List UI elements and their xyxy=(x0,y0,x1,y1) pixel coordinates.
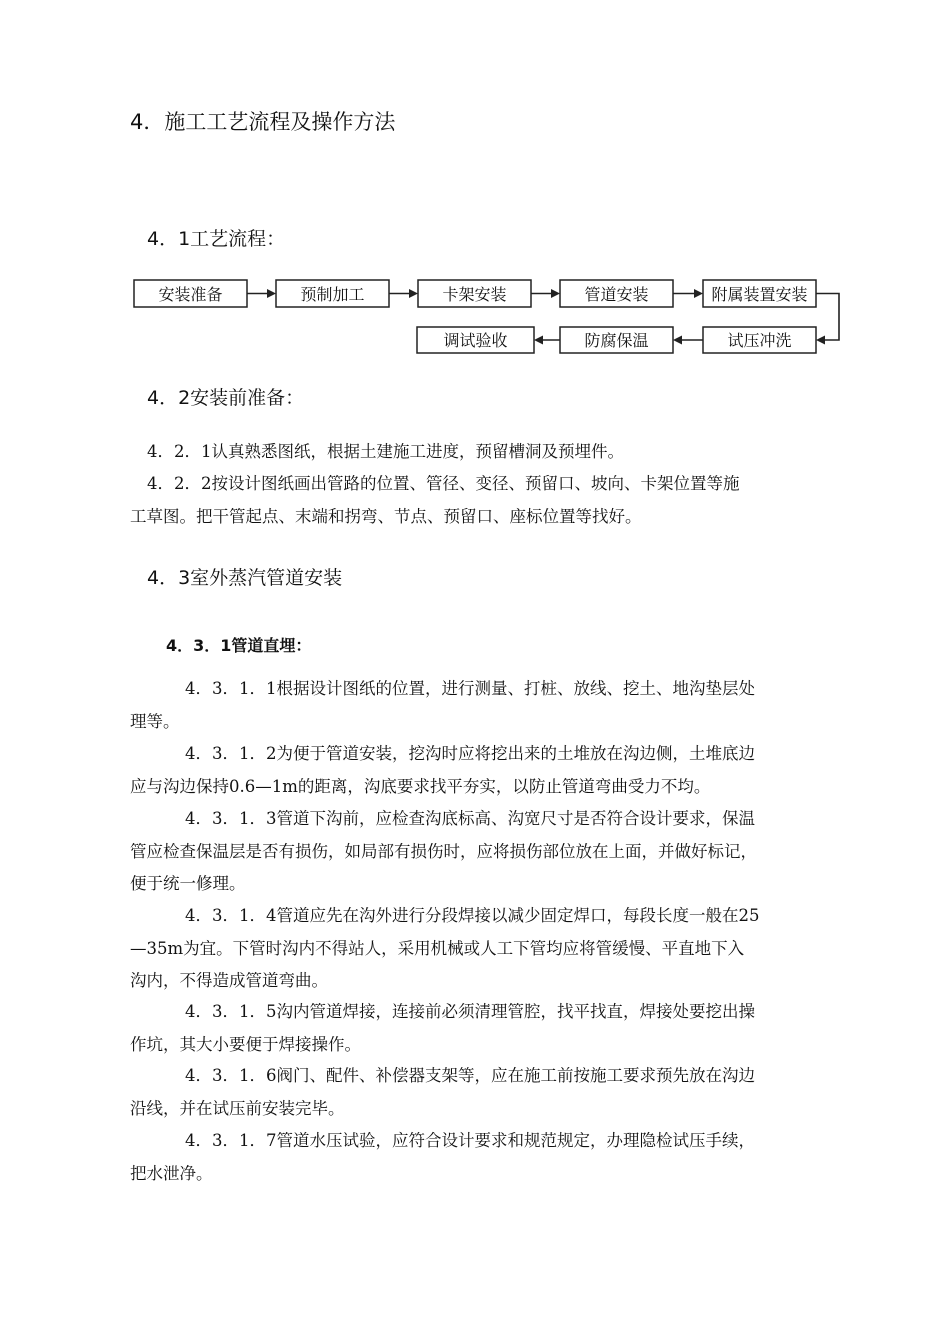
flow-label-2: 预制加工 xyxy=(300,285,365,304)
flow-label-8: 调试验收 xyxy=(443,331,508,350)
flow-arrow-1 xyxy=(247,289,276,298)
paragraph-4-2-1 xyxy=(130,436,845,469)
flow-label-6: 试压冲洗 xyxy=(727,331,792,350)
paragraph-4-3-1-4 xyxy=(130,900,845,998)
paragraph-line: 沟内，不得造成管道弯曲。 xyxy=(130,971,328,990)
process-flow-diagram xyxy=(128,272,848,360)
flow-label-5: 附属装置安装 xyxy=(711,285,808,304)
paragraph-line: 工草图。把干管起点、末端和拐弯、节点、预留口、座标位置等找好。 xyxy=(130,506,642,526)
section-title: 4．施工工艺流程及操作方法 xyxy=(130,110,396,134)
paragraph-line: 4．3．1．6阀门、配件、补偿器支架等，应在施工前按施工要求预先放在沟边 xyxy=(185,1066,755,1085)
flow-arrow-2 xyxy=(389,289,418,298)
flow-arrow-5 xyxy=(673,336,703,345)
paragraph-line: 4．3．1．5沟内管道焊接，连接前必须清理管腔，找平找直，焊接处要挖出操 xyxy=(185,1002,755,1021)
paragraph-4-3-1-2 xyxy=(130,738,845,803)
subsection-4-2-title: 4．2安装前准备： xyxy=(147,387,305,409)
paragraph-4-3-1-3 xyxy=(130,803,845,901)
subsection-4-1-title: 4．1工艺流程： xyxy=(147,228,286,250)
flow-label-7: 防腐保温 xyxy=(584,331,649,350)
paragraph-line: 4．3．1．4管道应先在沟外进行分段焊接以减少固定焊口，每段长度一般在25 xyxy=(185,906,760,925)
paragraph-line: 4．3．1．7管道水压试验，应符合设计要求和规范规定，办理隐检试压手续， xyxy=(185,1131,755,1150)
paragraph-4-3-1-6 xyxy=(130,1060,845,1125)
subsection-4-3-1-title: 4．3．1管道直埋： xyxy=(166,636,312,655)
paragraph-4-3-1-1 xyxy=(130,673,845,738)
paragraph-4-3-1-7 xyxy=(130,1125,845,1190)
flow-arrow-6 xyxy=(534,336,560,345)
paragraph-line: 沿线，并在试压前安装完毕。 xyxy=(130,1098,345,1118)
paragraph-line: 4．3．1．1根据设计图纸的位置，进行测量、打桩、放线、挖土、地沟垫层处 xyxy=(185,679,755,698)
flow-label-3: 卡架安装 xyxy=(442,285,507,304)
paragraph-line: 便于统一修理。 xyxy=(130,874,246,893)
paragraph-line: 管应检查保温层是否有损伤，如局部有损伤时，应将损伤部位放在上面，并做好标记， xyxy=(130,841,757,861)
flow-connector-arrow xyxy=(816,294,839,345)
flow-arrow-3 xyxy=(531,289,560,298)
paragraph-line: 理等。 xyxy=(130,711,180,731)
paragraph-line: 把水泄净。 xyxy=(130,1163,213,1183)
subsection-4-3-title: 4．3室外蒸汽管道安装 xyxy=(147,567,343,589)
flow-label-1: 安装准备 xyxy=(158,285,223,304)
paragraph-line: 作坑，其大小要便于焊接操作。 xyxy=(130,1034,361,1054)
paragraph-line: 4．3．1．3管道下沟前，应检查沟底标高、沟宽尺寸是否符合设计要求，保温 xyxy=(185,809,755,828)
flow-arrow-4 xyxy=(673,289,703,298)
paragraph-line: 4．2．1认真熟悉图纸，根据土建施工进度，预留槽洞及预埋件。 xyxy=(147,442,624,461)
flow-label-4: 管道安装 xyxy=(584,285,649,304)
paragraph-line: —35m为宜。下管时沟内不得站人，采用机械或人工下管均应将管缓慢、平直地下入 xyxy=(130,938,745,958)
paragraph-line: 4．2．2按设计图纸画出管路的位置、管径、变径、预留口、坡向、卡架位置等施 xyxy=(147,474,740,493)
paragraph-4-3-1-5 xyxy=(130,996,845,1061)
paragraph-line: 应与沟边保持0.6—1m的距离，沟底要求找平夯实，以防止管道弯曲受力不均。 xyxy=(130,776,711,796)
paragraph-line: 4．3．1．2为便于管道安装，挖沟时应将挖出来的土堆放在沟边侧，土堆底边 xyxy=(185,744,755,763)
paragraph-4-2-2 xyxy=(130,468,845,533)
